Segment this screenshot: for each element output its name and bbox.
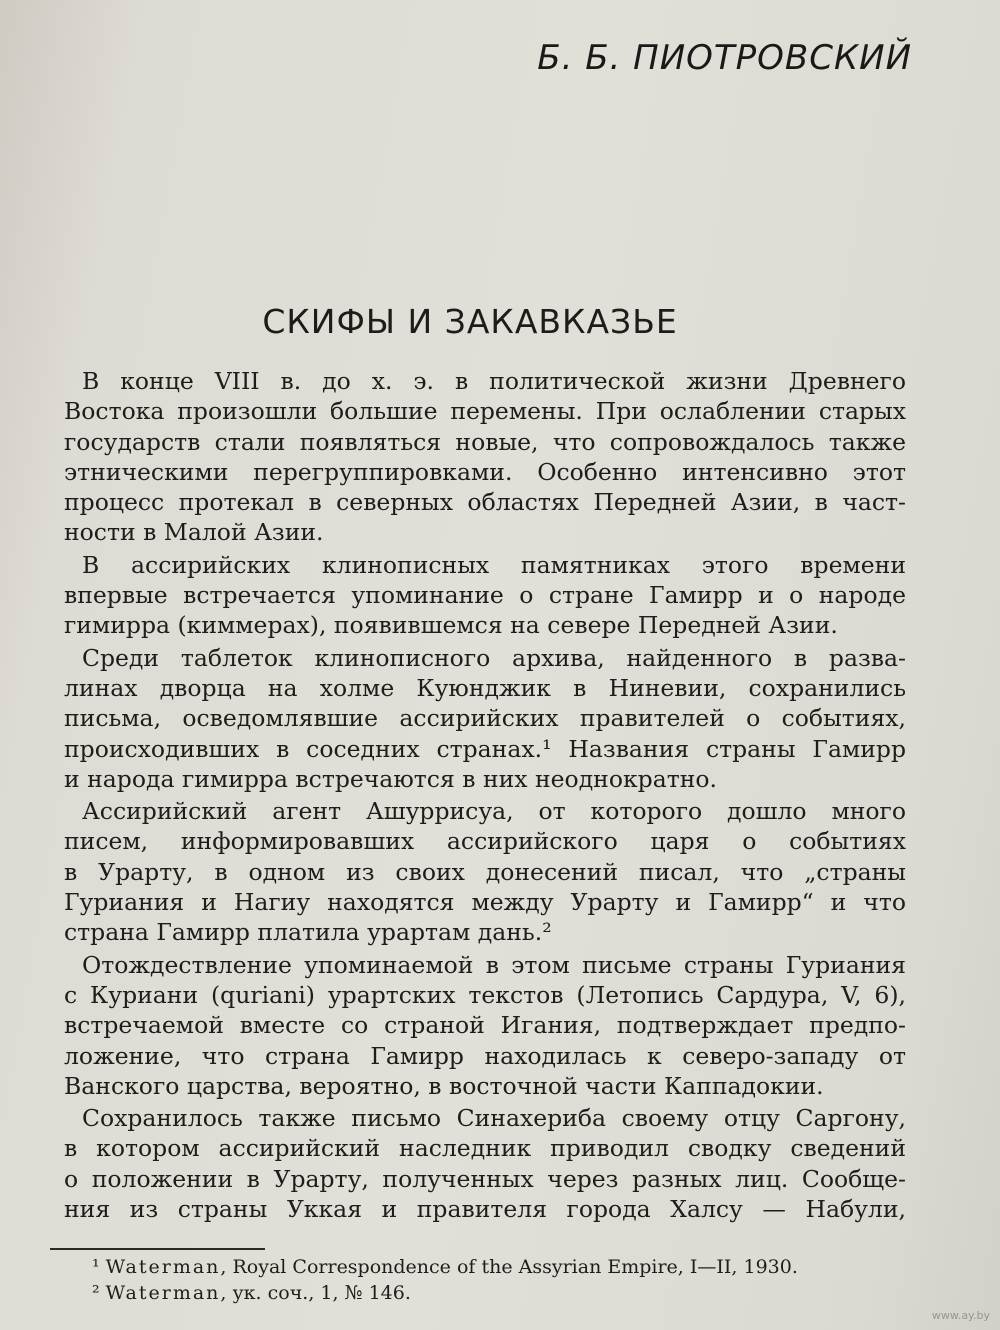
paragraph xyxy=(64,366,906,548)
text-line: Ванского царства, вероятно, в восточной части Каппадокии. xyxy=(64,1071,824,1100)
text-line: линах дворца на холме Куюнджик в Ниневии, сохранились xyxy=(64,673,906,702)
text-line: и народа гимирра встречаются в них неоднократно. xyxy=(64,764,718,793)
text-line: ния из страны Уккая и правителя города Халсу — Набули, xyxy=(64,1195,906,1224)
paragraph xyxy=(64,550,906,641)
footnote xyxy=(92,1254,932,1280)
footnote-mark: ¹ xyxy=(92,1256,100,1278)
text-line: страна Гамирр платила урартам дань.² xyxy=(64,918,552,947)
text-line: впервые встречается упоминание о стране Гамирр и о народе xyxy=(64,581,906,610)
text-line: ложение, что страна Гамирр находилась к северо-западу от xyxy=(64,1041,906,1070)
text-line: Ассирийский агент Ашуррисуа, от которого дошло много xyxy=(82,797,906,826)
text-line: гимирра (киммерах), появившемся на севере Передней Азии. xyxy=(64,611,838,640)
paragraph xyxy=(64,643,906,794)
text-line: письма, осведомлявшие ассирийских правителей о событиях, xyxy=(64,704,906,733)
text-line: встречаемой вместе со страной Игания, подтверждает предпо- xyxy=(64,1011,906,1040)
text-line: процесс протекал в северных областях Передней Азии, в част- xyxy=(64,488,906,517)
footnote-mark: ² xyxy=(92,1282,100,1304)
paragraph xyxy=(64,950,906,1101)
text-line: с Куриани (quriani) урартских текстов (Летопись Сардура, V, 6), xyxy=(64,980,906,1009)
text-line: В конце VIII в. до х. э. в политической жизни Древнего xyxy=(82,367,906,395)
paragraph xyxy=(64,1103,906,1224)
footnote-author: Waterman xyxy=(105,1282,221,1304)
text-line: этническими перегруппировками. Особенно интенсивно этот xyxy=(64,457,906,486)
text-line: Сохранилось также письмо Синахериба своему отцу Саргону, xyxy=(82,1104,906,1133)
text-line: в Урарту, в одном из своих донесений писал, что „страны xyxy=(64,857,906,886)
text-line: Востока произошли большие перемены. При ослаблении старых xyxy=(64,397,906,426)
text-line: писем, информировавших ассирийского царя о событиях xyxy=(64,827,906,856)
text-line: Среди таблеток клинописного архива, найденного в разва- xyxy=(82,643,906,672)
text-line: ности в Малой Азии. xyxy=(64,518,324,547)
text-line: происходивших в соседних странах.¹ Названия страны Гамирр xyxy=(64,734,906,763)
footnote-author: Waterman xyxy=(105,1256,221,1278)
footnotes xyxy=(92,1254,932,1306)
article-body xyxy=(64,366,906,1226)
site-watermark: www.ay.by xyxy=(931,1309,990,1322)
text-line: государств стали появляться новые, что сопровождалось также xyxy=(64,427,906,456)
footnote xyxy=(92,1280,932,1306)
paragraph xyxy=(64,796,906,947)
text-line: о положении в Урарту, полученных через разных лиц. Сообще- xyxy=(64,1164,906,1193)
text-line: Гуриания и Нагиу находятся между Урарту и Гамирр“ и что xyxy=(64,888,906,917)
text-line: Отождествление упоминаемой в этом письме страны Гуриания xyxy=(82,950,906,979)
footnote-text: , ук. соч., 1, № 146. xyxy=(220,1282,411,1304)
text-line: В ассирийских клинописных памятниках этого времени xyxy=(82,550,906,579)
footnote-text: , Royal Correspondence of the Assyrian Empire, I—II, 1930. xyxy=(220,1256,798,1278)
text-line: в котором ассирийский наследник приводил сводку сведений xyxy=(64,1134,906,1163)
running-header-author: Б. Б. ПИОТРОВСКИЙ xyxy=(537,38,912,78)
chapter-title: СКИФЫ И ЗАКАВКАЗЬЕ xyxy=(262,302,678,341)
footnote-divider xyxy=(50,1248,265,1250)
